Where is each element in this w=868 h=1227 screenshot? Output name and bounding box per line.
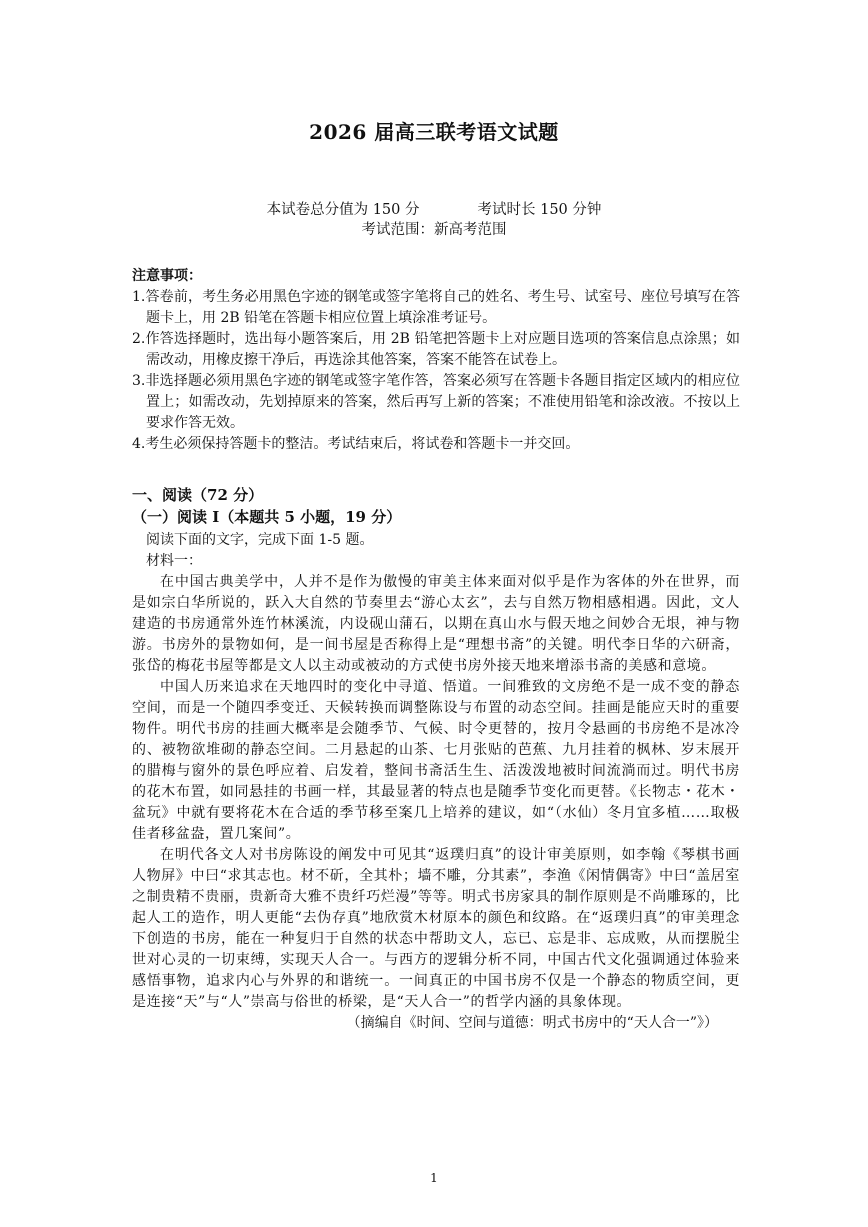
notes-block [132, 266, 740, 455]
material-label: 材料一： [146, 553, 202, 569]
passage-paragraph-1: 在中国古典美学中，人并不是作为傲慢的审美主体来面对似乎是作为客体的外在世界，而是如宗白华所说的，跃入大自然的节奏里去“游心太玄”，去与自然万物相感相遇。因此，文人建造的书房通常外连竹林溪流，内设砚山蒲石，以期在真山水与假天地之间妙合无垠，神与物游。书房外的景物如何，是一间书屋是否称得上是“理想书斋”的关键。明代李日华的六研斋，张岱的梅花书屋等都是文人以主动或被动的方式使书房外接天地来增添书斋的美感和意境。 [132, 574, 740, 674]
notes-heading: 注意事项： [132, 268, 202, 284]
passage-paragraph-3: 在明代各文人对书房陈设的阐发中可见其“返璞归真”的设计审美原则，如李翰《琴棋书画人物屏》中曰“求其志也。材不斫，全其朴；墙不雕，分其素”，李渔《闲情偶寄》中曰“盖居室之制贵精不贵丽，贵新奇大雅不贵纤巧烂漫”等等。明式书房家具的制作原则是不尚雕琢的，比起人工的造作，明人更能“去伪存真”地欣赏木材原本的颜色和纹路。在“返璞归真”的审美理念下创造的书房，能在一种复归于自然的状态中帮助文人，忘已、忘是非、忘成败，从而摆脱尘世对心灵的一切束缚，实现天人合一。与西方的逻辑分析不同，中国古代文化强调通过体验来感悟事物，追求内心与外界的和谐统一。一间真正的中国书房不仅是一个静态的物质空间，更是连接“天”与“人”崇高与俗世的桥梁，是“天人合一”的哲学内涵的具象体现。 [132, 847, 740, 1010]
reading-instruction: 阅读下面的文字，完成下面 1-5 题。 [146, 532, 374, 548]
exam-info [0, 200, 868, 240]
note-item-2: 2.作答选择题时，选出每小题答案后，用 2B 铅笔把答题卡上对应题目选项的答案信息点涂黑；如需改动，用橡皮擦干净后，再选涂其他答案，答案不能答在试卷上。 [132, 331, 740, 368]
exam-duration: 考试时长 150 分钟 [477, 202, 602, 218]
exam-score-duration-line [0, 200, 868, 220]
passage-paragraph-2: 中国人历来追求在天地四时的变化中寻道、悟道。一间雅致的文房绝不是一成不变的静态空间，而是一个随四季变迁、天候转换而调整陈设与布置的动态空间。挂画是能应天时的重要物件。明代书房的挂画大概率是会随季节、气候、时令更替的，按月令悬画的书房绝不是冰冷的、被物欲堆砌的静态空间。二月悬起的山茶、七月张贴的芭蕉、九月挂着的枫林、岁末展开的腊梅与窗外的景色呼应着、启发着，整间书斋活生生、活泼泼地被时间流淌而过。明代书房的花木布置，如同悬挂的书画一样，其最显著的特点也是随季节变化而更替。《长物志・花木・盆玩》中就有要将花木在合适的季节移至案几上培养的建议，如“（水仙）冬月宜多植……取极佳者移盆盎，置几案间”。 [132, 679, 740, 842]
note-item-4: 4.考生必须保持答题卡的整洁。考试结束后，将试卷和答题卡一并交回。 [132, 436, 580, 452]
section-subheading: （一）阅读 I（本题共 5 小题，19 分） [132, 508, 402, 526]
note-item-3: 3.非选择题必须用黑色字迹的钢笔或签字笔作答，答案必须写在答题卡各题目指定区域内的相应位置上；如需改动，先划掉原来的答案，然后再写上新的答案；不准使用铅笔和涂改液。不按以上要求作答无效。 [132, 373, 740, 431]
reading-passage [132, 530, 740, 1034]
exam-scope: 考试范围：新高考范围 [361, 222, 507, 238]
passage-source: （摘编自《时间、空间与道德：明式书房中的“天人合一”》） [346, 1015, 718, 1031]
page-title: 2026 届高三联考语文试题 [309, 120, 559, 144]
total-score: 本试卷总分值为 150 分 [266, 202, 420, 218]
page-number: 1 [430, 1171, 438, 1185]
note-item-1: 1.答卷前，考生务必用黑色字迹的钢笔或签字笔将自己的姓名、考生号、试室号、座位号填写在答题卡上，用 2B 铅笔在答题卡相应位置上填涂准考证号。 [132, 289, 740, 326]
section-heading: 一、阅读（72 分） [132, 486, 264, 504]
